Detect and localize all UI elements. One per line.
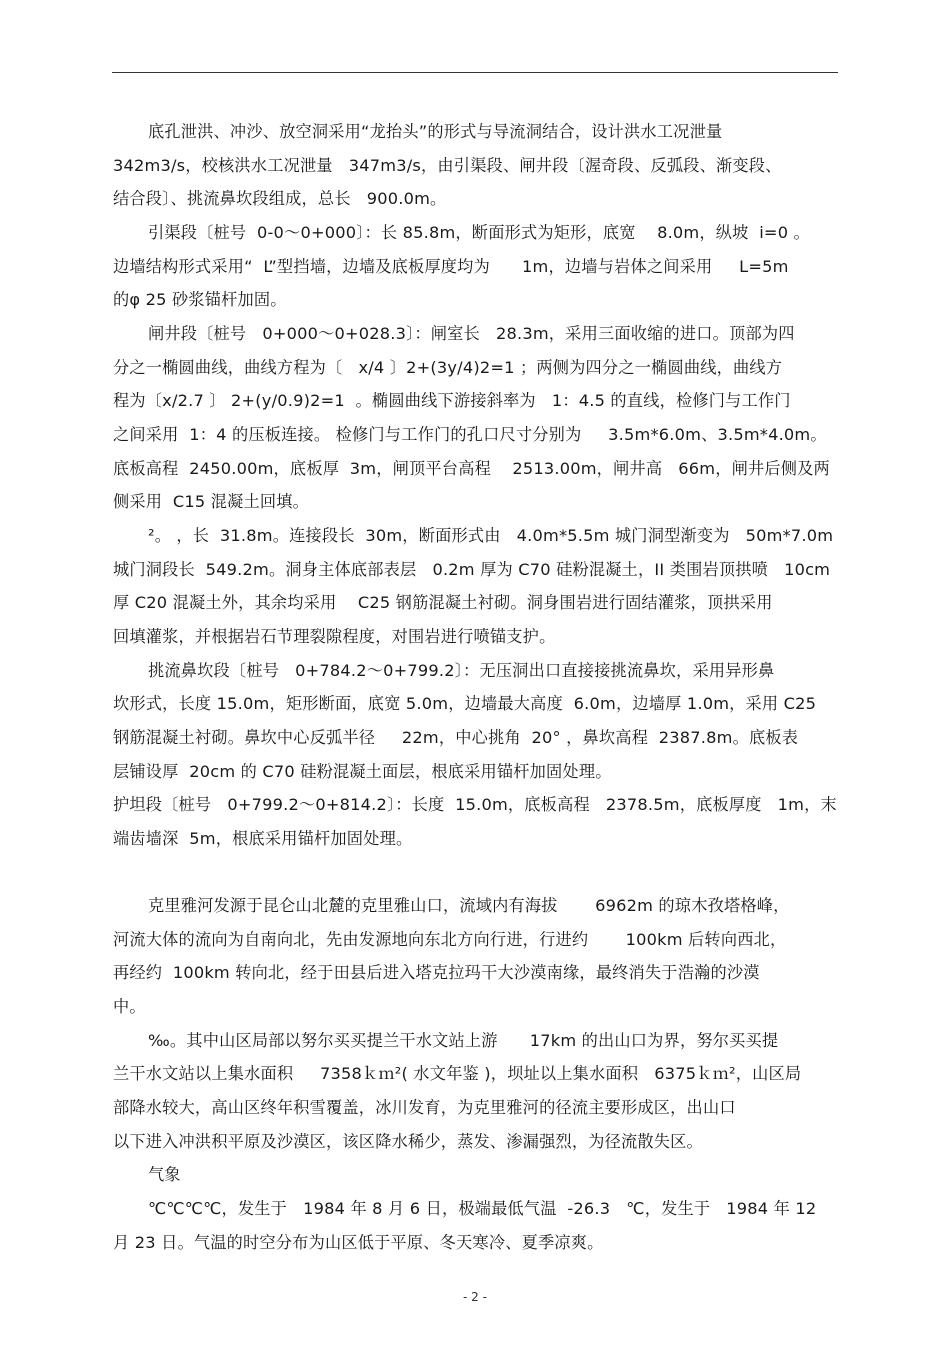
text-line: 护坦段〔桩号 0+799.2～0+814.2〕：长度 15.0m，底板高程 2378.5m，底板厚度 1m，末 — [113, 795, 837, 814]
text-line: 兰干水文站以上集水面积 7358ｋｍ²( 水文年鉴 )，坝址以上集水面积 6375ｋｍ²，山区局 — [113, 1064, 802, 1083]
text-line: ‰。其中山区局部以努尔买买提兰干水文站上游 17km 的出山口为界，努尔买买提 — [148, 1031, 779, 1050]
text-line: 引渠段〔桩号 0-0～0+000〕：长 85.8m，断面形式为矩形，底宽 8.0m，纵坡 i=0 。 — [148, 223, 810, 242]
text-line: 中。 — [113, 997, 146, 1016]
text-line: 的φ 25 砂浆锚杆加固。 — [113, 290, 287, 309]
text-line: 挑流鼻坎段〔桩号 0+784.2～0+799.2〕：无压洞出口直接接挑流鼻坎，采用异形鼻 — [148, 661, 775, 680]
text-line: 闸井段〔桩号 0+000～0+028.3〕：闸室长 28.3m，采用三面收缩的进口。顶部为四 — [148, 324, 795, 343]
text-line: 以下进入冲洪积平原及沙漠区，该区降水稀少，蒸发、渗漏强烈，为径流散失区。 — [113, 1132, 703, 1151]
text-line: 城门洞段长 549.2m。洞身主体底部表层 0.2m 厚为 C70 硅粉混凝土，II 类围岩顶拱喷 10cm — [113, 560, 831, 579]
text-line: 程为〔x/2.7 〕 2+(y/0.9)2=1 。椭圆曲线下游接斜率为 1：4.5 的直线，检修门与工作门 — [113, 391, 791, 410]
text-line: 端齿墙深 5m，根底采用锚杆加固处理。 — [113, 829, 413, 848]
page-number: - 2 - — [463, 1290, 487, 1304]
text-line: 342m3/s，校核洪水工况泄量 347m3/s，由引渠段、闸井段〔渥奇段、反弧段、渐变段、 — [113, 156, 782, 175]
text-line: 部降水较大，高山区终年积雪覆盖，冰川发育，为克里雅河的径流主要形成区，出山口 — [113, 1098, 736, 1117]
text-line: 分之一椭圆曲线，曲线方程为〔 x/4 〕2+(3y/4)2=1 ；两侧为四分之一椭圆曲线，曲线方 — [113, 358, 783, 377]
text-line: 月 23 日。气温的时空分布为山区低于平原、冬天寒冷、夏季凉爽。 — [113, 1233, 604, 1252]
text-line: 结合段〕、挑流鼻坎段组成，总长 900.0m。 — [113, 189, 447, 208]
text-line: 底板高程 2450.00m，底板厚 3m，闸顶平台高程 2513.00m，闸井高 66m，闸井后侧及两 — [113, 459, 830, 478]
text-line: 钢筋混凝土衬砌。鼻坎中心反弧半径 22m，中心挑角 20° ，鼻坎高程 2387.8m。底板表 — [113, 728, 799, 747]
text-line: 边墙结构形式采用“ L”型挡墙，边墙及底板厚度均为 1m，边墙与岩体之间采用 L=5m — [113, 257, 789, 276]
text-line: 克里雅河发源于昆仑山北麓的克里雅山口，流域内有海拔 6962m 的琼木孜塔格峰， — [148, 896, 790, 915]
text-line: 坎形式，长度 15.0m，矩形断面，底宽 5.0m，边墙最大高度 6.0m，边墙厚 1.0m，采用 C25 — [113, 694, 817, 713]
text-line: ℃℃℃℃，发生于 1984 年 8 月 6 日，极端最低气温 -26.3 ℃，发生于 1984 年 12 — [148, 1199, 817, 1218]
section-heading: 气象 — [148, 1165, 181, 1184]
text-line: ²。 ，长 31.8m。连接段长 30m，断面形式由 4.0m*5.5m 城门洞型渐变为 50m*7.0m — [148, 526, 834, 545]
text-line: 层铺设厚 20cm 的 C70 硅粉混凝土面层，根底采用锚杆加固处理。 — [113, 762, 612, 781]
text-line: 河流大体的流向为自南向北，先由发源地向东北方向行进，行进约 100km 后转向西北， — [113, 930, 787, 949]
text-line: 再经约 100km 转向北，经于田县后进入塔克拉玛干大沙漠南缘，最终消失于浩瀚的沙漠 — [113, 963, 760, 982]
text-line: 侧采用 C15 混凝土回填。 — [113, 492, 310, 511]
text-line: 底孔泄洪、冲沙、放空洞采用“龙抬头”的形式与导流洞结合，设计洪水工况泄量 — [148, 122, 723, 141]
text-line: 厚 C20 混凝土外，其余均采用 C25 钢筋混凝土衬砌。洞身围岩进行固结灌浆，顶拱采用 — [113, 593, 773, 612]
text-line: 回填灌浆，并根据岩石节理裂隙程度，对围岩进行喷锚支护。 — [113, 627, 556, 646]
header-rule — [112, 72, 838, 73]
text-line: 之间采用 1：4 的压板连接。 检修门与工作门的孔口尺寸分别为 3.5m*6.0m、3.5m*4.0m。 — [113, 425, 827, 444]
